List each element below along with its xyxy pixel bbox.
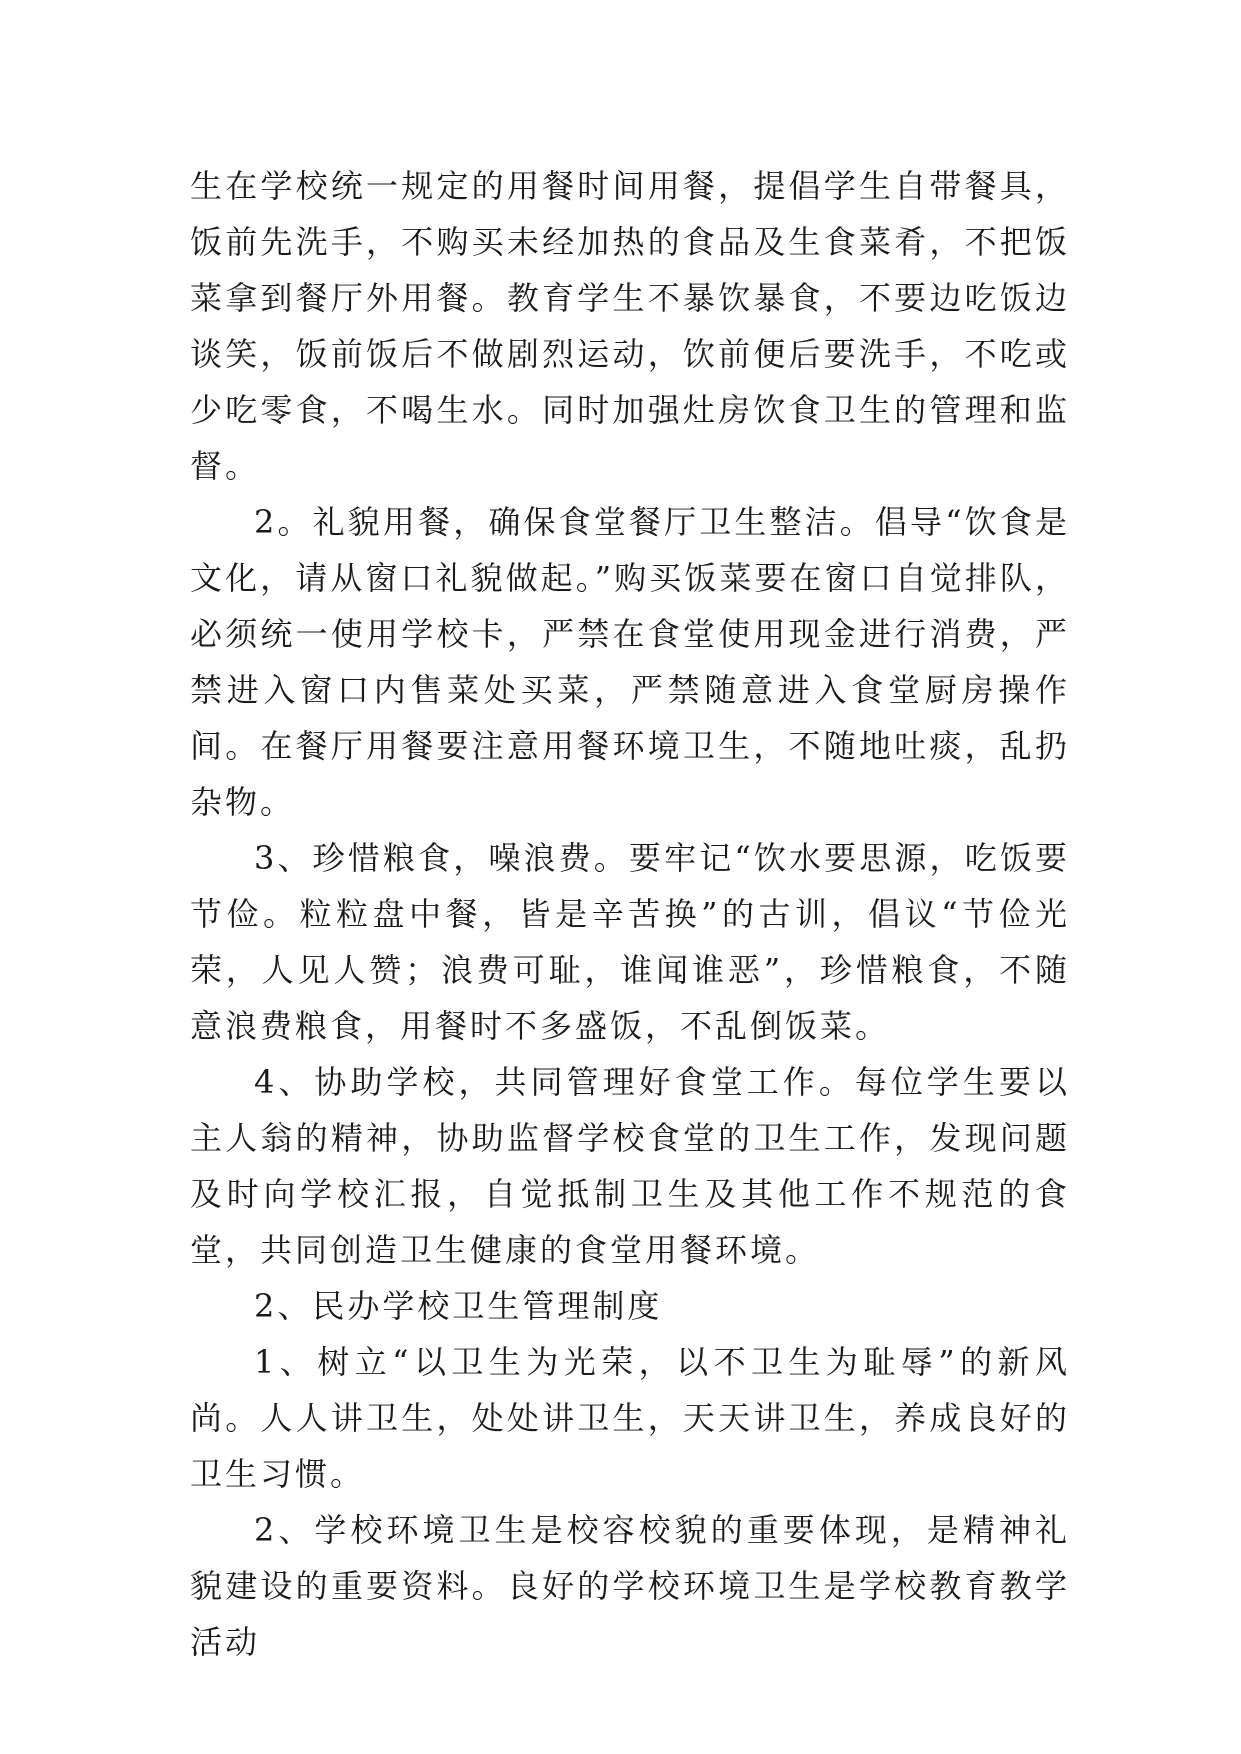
paragraph-cherish-food: 3、珍惜粮食，噪浪费。要牢记“饮水要思源，吃饭要节俭。粒粒盘中餐，皆是辛苦换”的古训，倡议“节俭光荣，人见人赞；浪费可耻，谁闻谁恶”，珍惜粮食，不随意浪费粮食，用餐时不多盛饭，不乱倒饭菜。 (190, 839, 1070, 1045)
paragraph-dining-rules: 生在学校统一规定的用餐时间用餐，提倡学生自带餐具，饭前先洗手，不购买未经加热的食品及生食菜肴，不把饭菜拿到餐厅外用餐。教育学生不暴饮暴食，不要边吃饭边谈笑，饭前饭后不做剧烈运动，饮前便后要洗手，不吃或少吃零食，不喝生水。同时加强灶房饮食卫生的管理和监督。 (190, 167, 1070, 485)
paragraph-assist-school: 4、协助学校，共同管理好食堂工作。每位学生要以主人翁的精神，协助监督学校食堂的卫生工作，发现问题及时向学校汇报，自觉抵制卫生及其他工作不规范的食堂，共同创造卫生健康的食堂用餐环境。 (190, 1063, 1070, 1269)
paragraph-hygiene-custom: 1、树立“以卫生为光荣，以不卫生为耻辱”的新风尚。人人讲卫生，处处讲卫生，天天讲卫生，养成良好的卫生习惯。 (190, 1343, 1070, 1493)
section-heading-hygiene-system: 2、民办学校卫生管理制度 (254, 1287, 663, 1325)
paragraph-polite-dining: 2。礼貌用餐，确保食堂餐厅卫生整洁。倡导“饮食是文化，请从窗口礼貌做起。”购买饭菜要在窗口自觉排队，必须统一使用学校卡，严禁在食堂使用现金进行消费，严禁进入窗口内售菜处买菜，严禁随意进入食堂厨房操作间。在餐厅用餐要注意用餐环境卫生，不随地吐痰，乱扔杂物。 (190, 503, 1070, 821)
document-body (190, 158, 1070, 1670)
paragraph-environment-hygiene: 2、学校环境卫生是校容校貌的重要体现，是精神礼貌建设的重要资料。良好的学校环境卫生是学校教育教学活动 (190, 1511, 1070, 1661)
